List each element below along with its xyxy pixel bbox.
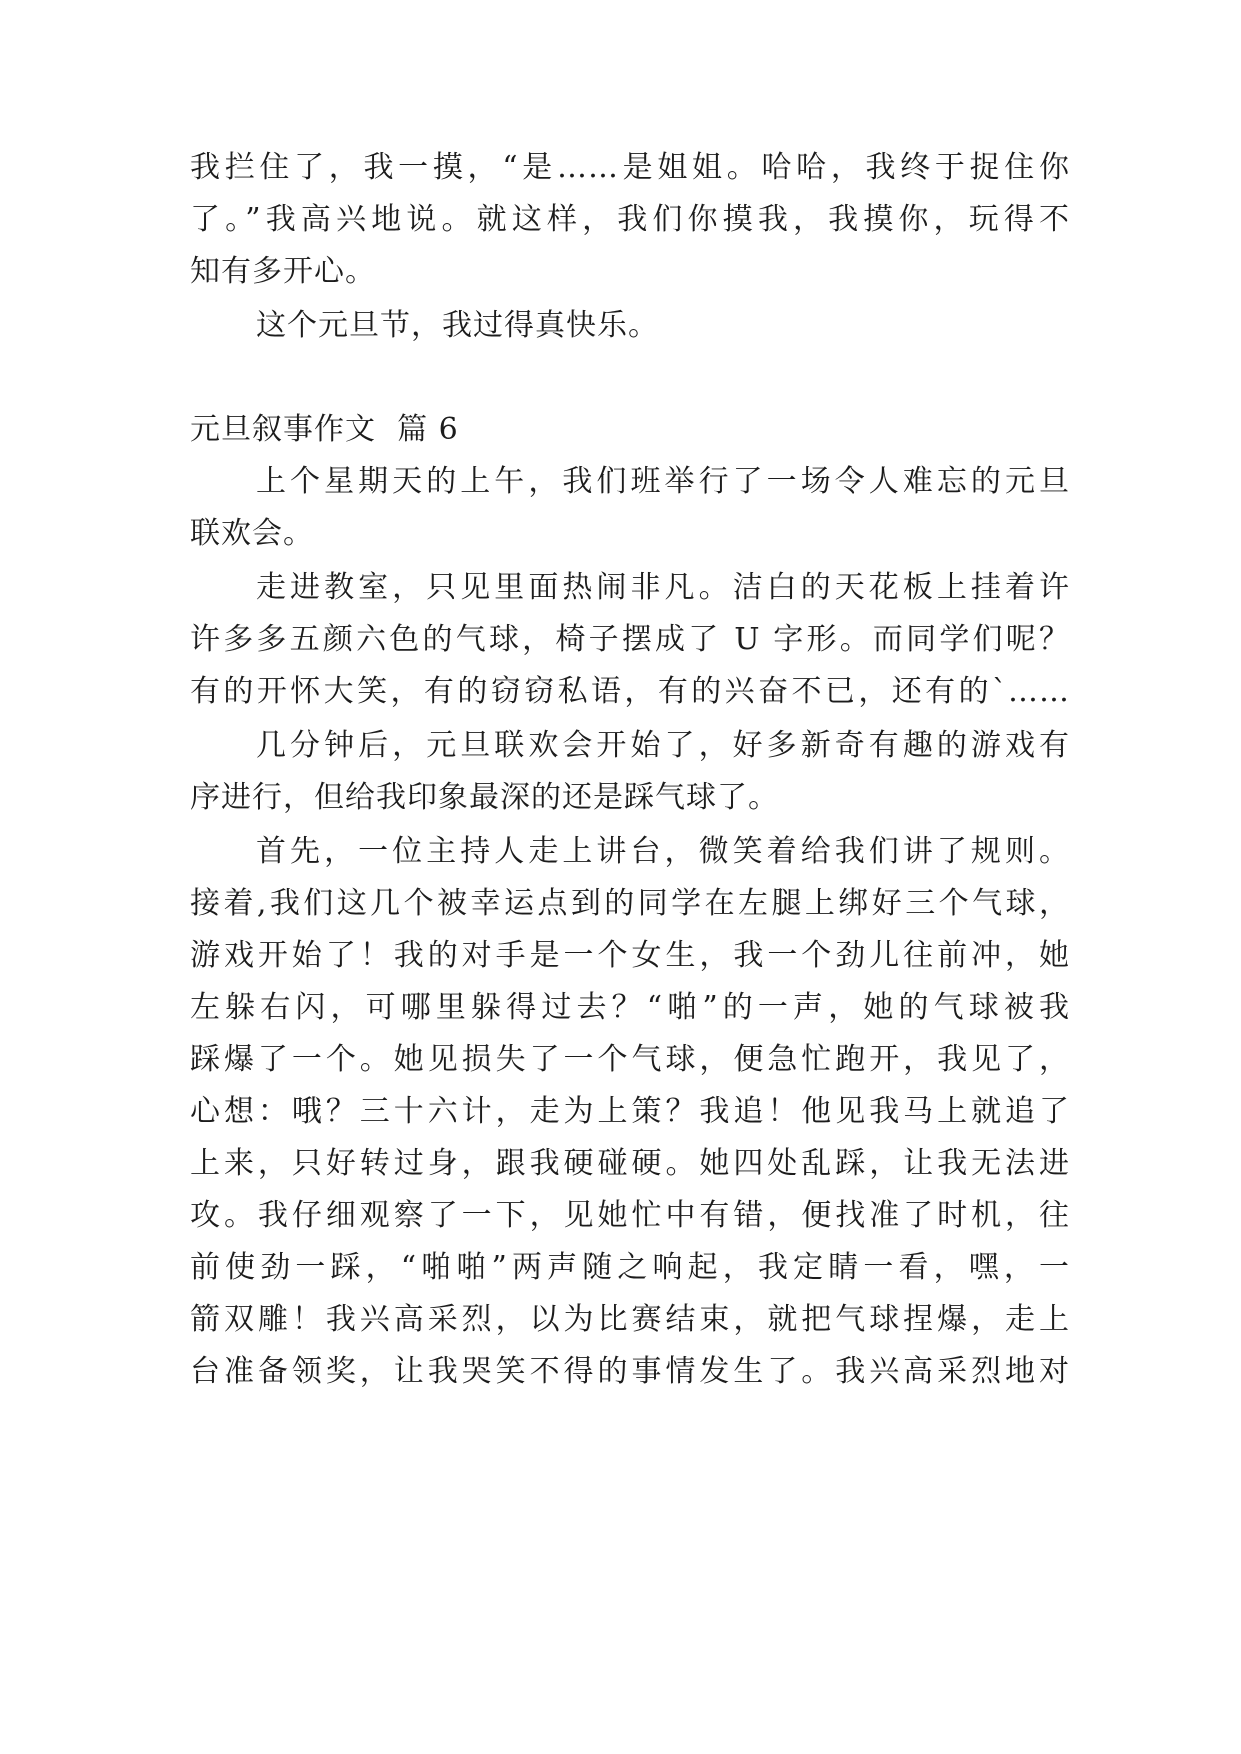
section-heading: 元旦叙事作文 篇 6 [190,412,459,447]
text-line: 上个星期天的上午，我们班举行了一场令人难忘的元旦 [256,464,1070,499]
text-line: 首先，一位主持人走上讲台，微笑着给我们讲了规则。 [256,834,1070,869]
text-line: 了。”我高兴地说。就这样，我们你摸我，我摸你，玩得不 [190,202,1070,237]
text-line: 有的开怀大笑，有的窃窃私语，有的兴奋不已，还有的`…… [190,674,1070,709]
text-line: 知有多开心。 [190,254,376,289]
text-line: 联欢会。 [190,516,314,551]
text-line: 前使劲一踩，“啪啪”两声随之响起，我定睛一看，嘿，一 [190,1250,1070,1285]
text-line: 箭双雕！我兴高采烈，以为比赛结束，就把气球捏爆，走上 [190,1302,1070,1337]
text-line: 接着,我们这几个被幸运点到的同学在左腿上绑好三个气球， [190,886,1070,921]
text-line: 左躲右闪，可哪里躲得过去？“啪”的一声，她的气球被我 [190,990,1070,1025]
text-line: 这个元旦节，我过得真快乐。 [256,308,659,343]
text-line: 许多多五颜六色的气球，椅子摆成了 U 字形。而同学们呢？ [190,622,1070,657]
text-line: 台准备领奖，让我哭笑不得的事情发生了。我兴高采烈地对 [190,1354,1070,1389]
text-line: 走进教室，只见里面热闹非凡。洁白的天花板上挂着许 [256,570,1070,605]
text-line: 游戏开始了！我的对手是一个女生，我一个劲儿往前冲，她 [190,938,1070,973]
text-line: 踩爆了一个。她见损失了一个气球，便急忙跑开，我见了， [190,1042,1070,1077]
text-line: 几分钟后，元旦联欢会开始了，好多新奇有趣的游戏有 [256,728,1070,763]
text-line: 上来，只好转过身，跟我硬碰硬。她四处乱踩，让我无法进 [190,1146,1070,1181]
text-line: 心想：哦？三十六计，走为上策？我追！他见我马上就追了 [190,1094,1070,1129]
text-line: 攻。我仔细观察了一下，见她忙中有错，便找准了时机，往 [190,1198,1070,1233]
text-line: 我拦住了，我一摸，“是……是姐姐。哈哈，我终于捉住你 [190,150,1070,185]
text-line: 序进行，但给我印象最深的还是踩气球了。 [190,780,779,815]
